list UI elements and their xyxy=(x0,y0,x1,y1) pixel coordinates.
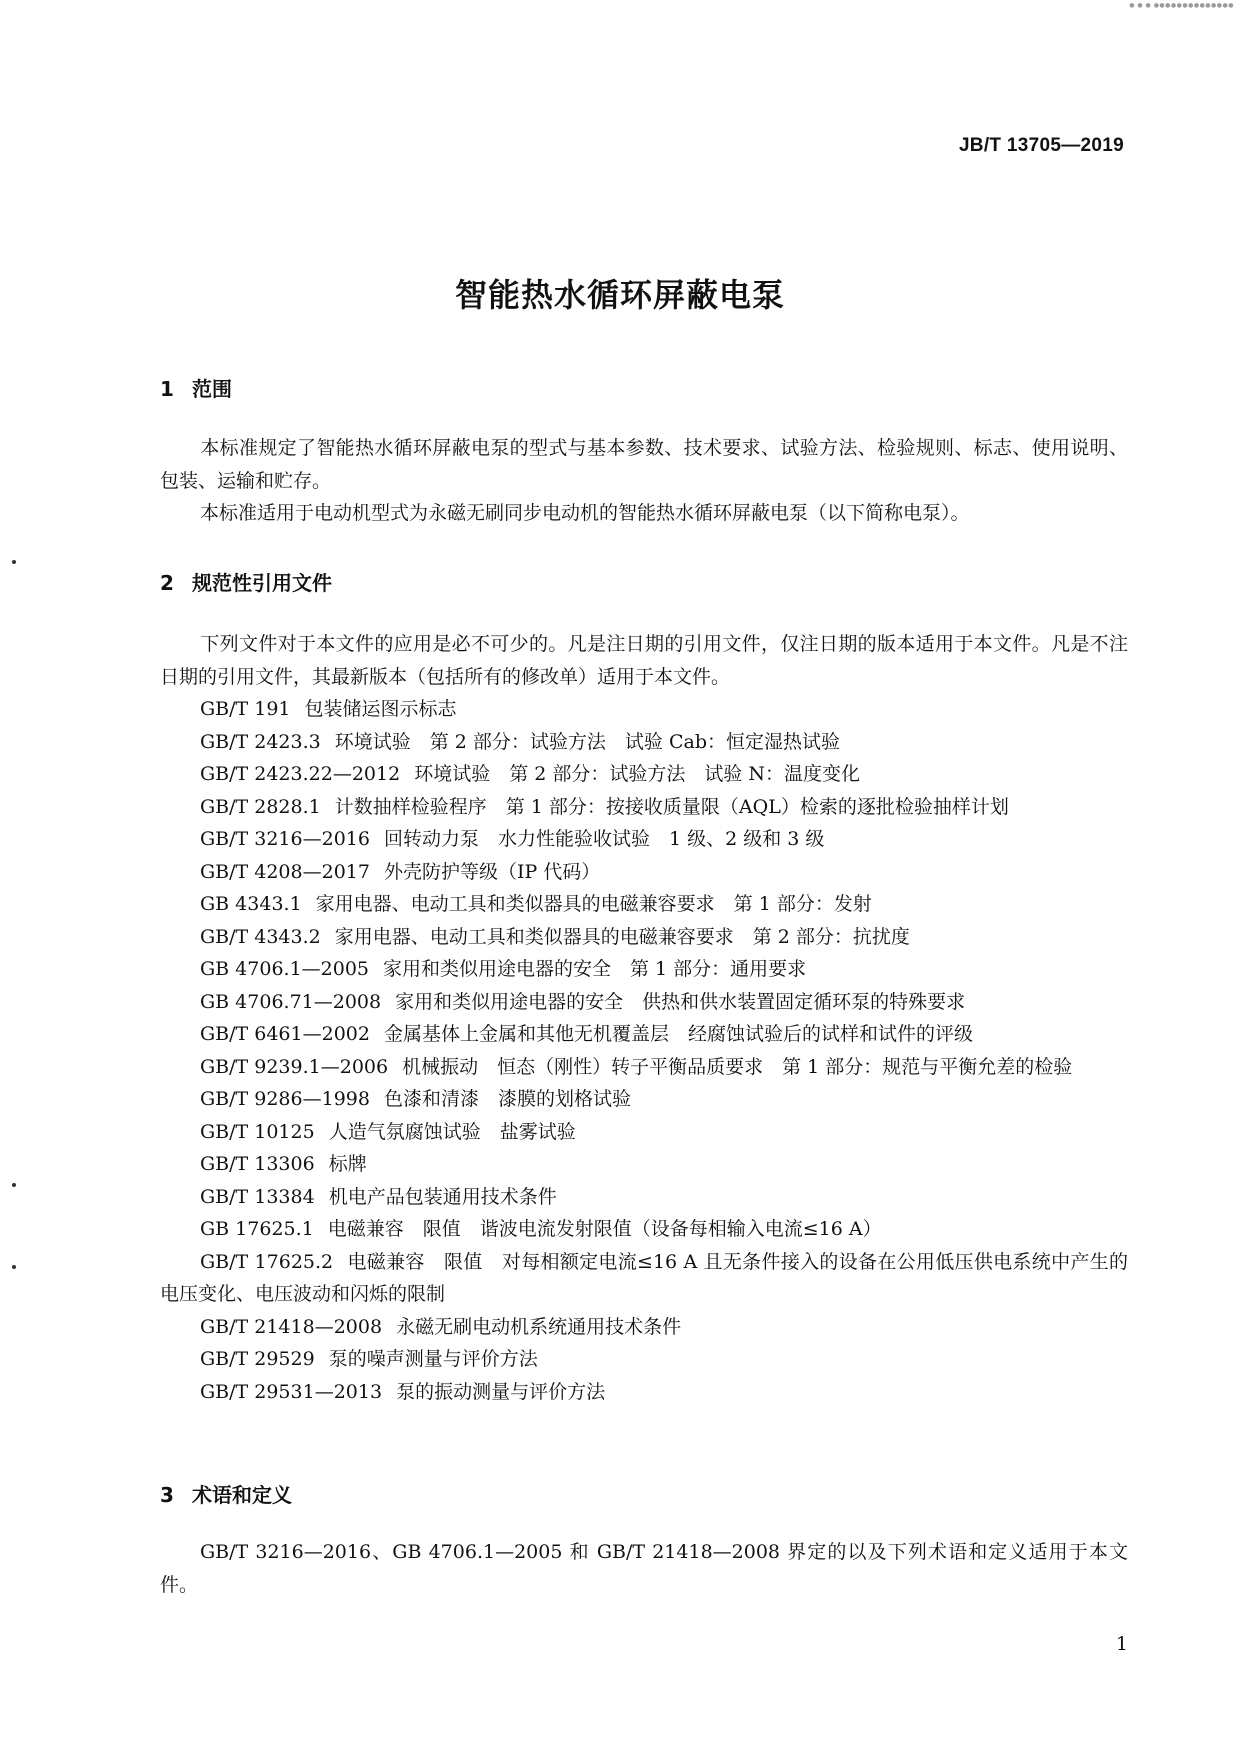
reference-code: GB/T 17625.2 xyxy=(200,1250,334,1273)
reference-title: 金属基体上金属和其他无机覆盖层 经腐蚀试验后的试样和试件的评级 xyxy=(383,1023,973,1045)
reference-item xyxy=(160,1311,1128,1344)
references-intro xyxy=(160,628,1128,693)
reference-code: GB/T 9239.1—2006 xyxy=(200,1055,389,1078)
reference-item xyxy=(160,888,1128,921)
reference-code: GB/T 4343.2 xyxy=(200,925,321,948)
reference-code: GB/T 6461—2002 xyxy=(200,1023,370,1045)
reference-item xyxy=(160,1343,1128,1376)
reference-code: GB/T 10125 xyxy=(200,1120,315,1143)
reference-code: GB/T 2423.22—2012 xyxy=(200,763,401,785)
reference-title: 家用电器、电动工具和类似器具的电磁兼容要求 第 2 部分：抗扰度 xyxy=(334,925,910,948)
scope-text-1: 本标准规定了智能热水循环屏蔽电泵的型式与基本参数、技术要求、试验方法、检验规则、标志、使用说明、包装、运输和贮存。 xyxy=(160,437,1128,492)
reference-code: GB/T 2828.1 xyxy=(200,795,321,818)
section-number: 2 xyxy=(160,571,174,595)
reference-code: GB/T 2423.3 xyxy=(200,730,321,753)
reference-code: GB 4706.1—2005 xyxy=(200,958,370,980)
reference-code: GB/T 29529 xyxy=(200,1348,315,1370)
section-number: 1 xyxy=(160,377,174,401)
reference-title: 回转动力泵 水力性能验收试验 1 级、2 级和 3 级 xyxy=(383,828,825,850)
reference-code: GB/T 3216—2016 xyxy=(200,828,370,850)
scan-dot xyxy=(12,1265,16,1269)
reference-code: GB/T 21418—2008 xyxy=(200,1315,383,1338)
section-number: 3 xyxy=(160,1483,174,1507)
reference-code: GB/T 4208—2017 xyxy=(200,860,370,883)
reference-item xyxy=(160,1116,1128,1149)
reference-title: 环境试验 第 2 部分：试验方法 试验 N：温度变化 xyxy=(414,763,861,785)
reference-title: 泵的噪声测量与评价方法 xyxy=(328,1348,538,1370)
reference-title: 家用和类似用途电器的安全 供热和供水装置固定循环泵的特殊要求 xyxy=(395,990,966,1013)
reference-item xyxy=(160,986,1128,1019)
reference-code: GB/T 9286—1998 xyxy=(200,1088,370,1110)
references-intro-text: 下列文件对于本文件的应用是必不可少的。凡是注日期的引用文件，仅注日期的版本适用于本文件。凡是不注日期的引用文件，其最新版本（包括所有的修改单）适用于本文件。 xyxy=(160,633,1128,688)
reference-title: 泵的振动测量与评价方法 xyxy=(396,1380,606,1403)
reference-title: 人造气氛腐蚀试验 盐雾试验 xyxy=(328,1120,576,1143)
reference-item xyxy=(160,1246,1128,1311)
section-title: 规范性引用文件 xyxy=(192,571,332,595)
reference-item xyxy=(160,791,1128,824)
section-heading-scope xyxy=(160,373,232,402)
reference-title: 家用电器、电动工具和类似器具的电磁兼容要求 第 1 部分：发射 xyxy=(315,893,872,915)
reference-item xyxy=(160,1018,1128,1051)
reference-item xyxy=(160,1213,1128,1246)
reference-title: 包装储运图示标志 xyxy=(304,698,457,720)
reference-item xyxy=(160,1181,1128,1214)
reference-item xyxy=(160,1376,1128,1409)
reference-code: GB 4706.71—2008 xyxy=(200,990,382,1013)
scope-paragraph xyxy=(160,497,1128,530)
reference-title: 机械振动 恒态（刚性）转子平衡品质要求 第 1 部分：规范与平衡允差的检验 xyxy=(402,1055,1073,1078)
standard-code: JB/T 13705—2019 xyxy=(958,135,1124,156)
reference-code: GB 4343.1 xyxy=(200,893,302,915)
reference-title: 外壳防护等级（IP 代码） xyxy=(383,860,601,883)
section-heading-normative-references xyxy=(160,567,332,596)
section-heading-terms xyxy=(160,1479,292,1508)
reference-item xyxy=(160,726,1128,759)
reference-item xyxy=(160,758,1128,791)
terms-paragraph xyxy=(160,1536,1128,1601)
reference-item xyxy=(160,921,1128,954)
document-title: 智能热水循环屏蔽电泵 xyxy=(454,276,785,314)
reference-item xyxy=(160,1051,1128,1084)
scope-paragraph xyxy=(160,432,1128,497)
reference-title: 环境试验 第 2 部分：试验方法 试验 Cab：恒定湿热试验 xyxy=(334,730,840,753)
reference-list xyxy=(160,693,1128,1408)
reference-title: 电磁兼容 限值 对每相额定电流≤16 A 且无条件接入的设备在公用低压供电系统中产生的电压变化、电压波动和闪烁的限制 xyxy=(160,1250,1128,1305)
reference-title: 电磁兼容 限值 谐波电流发射限值（设备每相输入电流≤16 A） xyxy=(327,1218,882,1240)
reference-code: GB/T 13384 xyxy=(200,1185,315,1208)
scan-corner-mark: ● ● ● ●●●●●●●●●●●●●● xyxy=(1129,2,1234,9)
reference-item xyxy=(160,693,1128,726)
scope-text-2: 本标准适用于电动机型式为永磁无刷同步电动机的智能热水循环屏蔽电泵（以下简称电泵）。 xyxy=(200,502,970,524)
reference-title: 家用和类似用途电器的安全 第 1 部分：通用要求 xyxy=(383,958,807,980)
section-title: 范围 xyxy=(192,377,232,401)
reference-code: GB/T 191 xyxy=(200,698,291,720)
reference-code: GB/T 13306 xyxy=(200,1153,315,1175)
reference-item xyxy=(160,823,1128,856)
reference-code: GB/T 29531—2013 xyxy=(200,1380,383,1403)
reference-item xyxy=(160,856,1128,889)
reference-item xyxy=(160,1148,1128,1181)
reference-item xyxy=(160,1083,1128,1116)
reference-title: 色漆和清漆 漆膜的划格试验 xyxy=(383,1088,631,1110)
reference-item xyxy=(160,953,1128,986)
section-title: 术语和定义 xyxy=(192,1483,292,1507)
terms-text: GB/T 3216—2016、GB 4706.1—2005 和 GB/T 21418—2008 界定的以及下列术语和定义适用于本文件。 xyxy=(160,1541,1128,1596)
reference-title: 机电产品包装通用技术条件 xyxy=(328,1185,557,1208)
scan-dot xyxy=(12,560,16,564)
reference-title: 永磁无刷电动机系统通用技术条件 xyxy=(396,1315,682,1338)
scan-dot xyxy=(12,1183,16,1187)
reference-title: 标牌 xyxy=(328,1153,367,1175)
reference-code: GB 17625.1 xyxy=(200,1218,314,1240)
page-number: 1 xyxy=(1115,1633,1128,1655)
reference-title: 计数抽样检验程序 第 1 部分：按接收质量限（AQL）检索的逐批检验抽样计划 xyxy=(334,795,1009,818)
